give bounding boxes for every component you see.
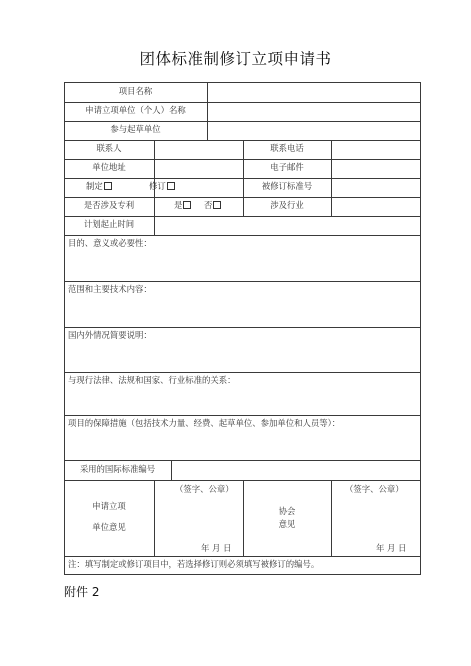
schedule-label: 计划起止时间 [83, 219, 135, 229]
form-title: 团体标准制修订立项申请书 [139, 50, 332, 68]
patent-yes-label: 是 [174, 200, 183, 210]
revise-standard-label: 修订 [149, 181, 166, 191]
purpose-label: 目的、意义或必要性： [68, 238, 152, 248]
date-left: 年 月 日 [201, 543, 232, 553]
project-name-label: 项目名称 [118, 86, 153, 96]
contact-label: 联系人 [96, 143, 122, 153]
contact-phone-label: 联系电话 [270, 143, 304, 153]
new-standard-option[interactable] [86, 181, 112, 192]
industry-label: 涉及行业 [270, 200, 304, 210]
sign-stamp-left: （签字、公章） [175, 484, 234, 494]
intl-std-label: 采用的国际标准编号 [79, 464, 156, 474]
assoc-opinion-label-1: 协会 [278, 506, 296, 516]
sign-stamp-right: （签字、公章） [345, 484, 404, 494]
patent-no-label: 否 [204, 200, 213, 210]
guarantee-label: 项目的保障措施（包括技术力量、经费、起草单位、参加单位和人员等）： [68, 418, 341, 428]
date-right: 年 月 日 [376, 543, 407, 553]
scope-label: 范围和主要技术内容： [68, 284, 152, 294]
participants-label: 参与起草单位 [110, 124, 161, 134]
address-label: 单位地址 [92, 162, 126, 172]
patent-no-option[interactable] [204, 200, 221, 211]
revised-std-label: 被修订标准号 [261, 181, 313, 191]
relation-label: 与现行法律、法规和国家、行业标准的关系： [68, 375, 236, 385]
form-note: 注：填写制定或修订项目中，若选择修订则必须填写被修订的编号。 [68, 559, 320, 569]
revise-standard-option[interactable] [149, 181, 175, 192]
attachment-label: 附件 2 [64, 585, 100, 599]
patent-yes-option[interactable] [174, 200, 191, 211]
new-standard-label: 制定 [86, 181, 103, 191]
email-label: 电子邮件 [270, 162, 304, 172]
applicant-unit-label: 申请立项单位（个人）名称 [85, 105, 186, 115]
applicant-opinion-label-1: 申请立项 [92, 501, 126, 511]
assoc-opinion-label-2: 意见 [278, 519, 296, 529]
patent-no-checkbox[interactable] [213, 201, 221, 209]
new-standard-checkbox[interactable] [104, 182, 112, 190]
patent-label: 是否涉及专利 [83, 200, 135, 210]
application-form-table [64, 82, 421, 575]
status-label: 国内外情况简要说明： [68, 330, 152, 340]
applicant-opinion-label-2: 单位意见 [92, 522, 126, 532]
revise-standard-checkbox[interactable] [167, 182, 175, 190]
patent-yes-checkbox[interactable] [183, 201, 191, 209]
